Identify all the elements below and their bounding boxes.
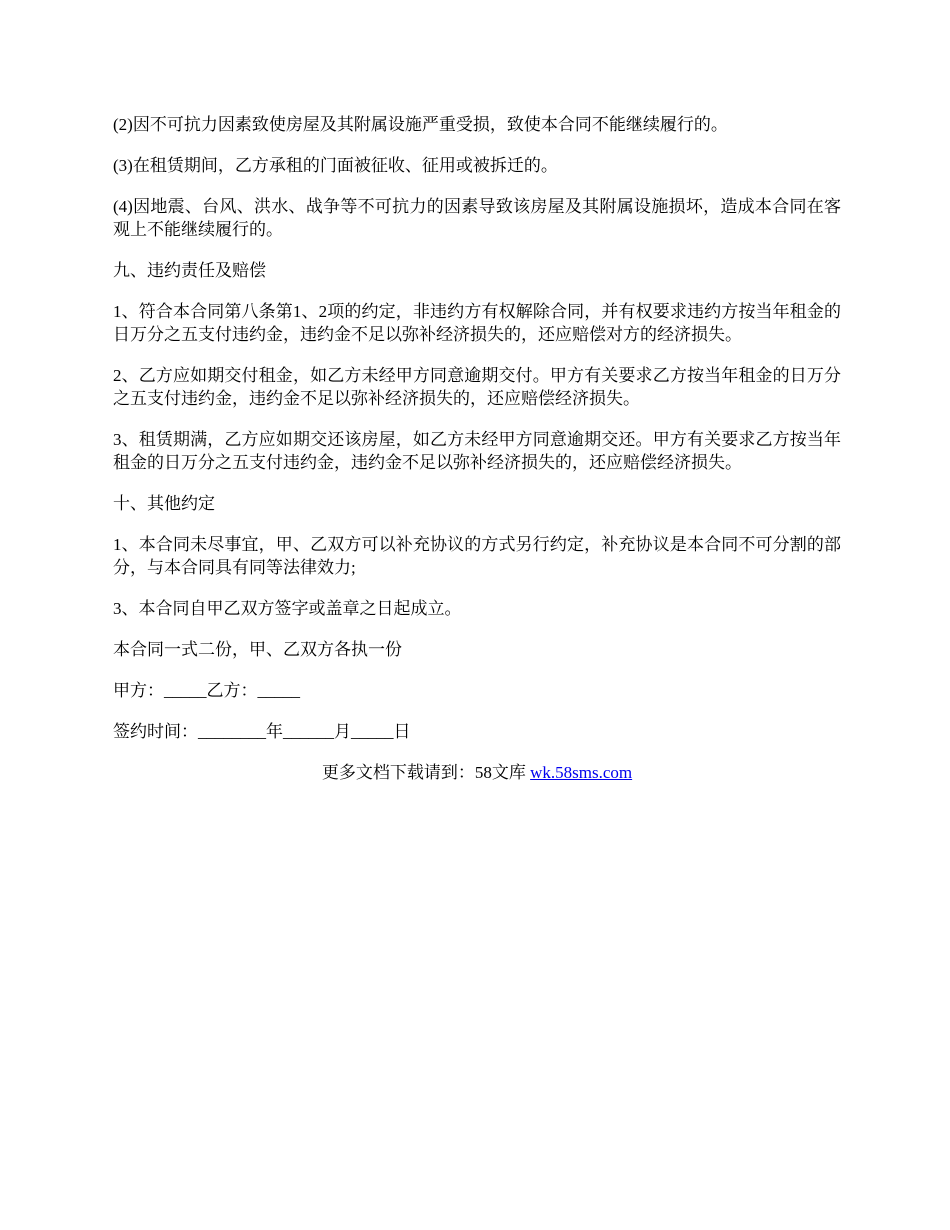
- clause-9-item-1: 1、符合本合同第八条第1、2项的约定，非违约方有权解除合同，并有权要求违约方按当年租金的日万分之五支付违约金，违约金不足以弥补经济损失的，还应赔偿对方的经济损失。: [113, 302, 841, 344]
- signature-parties: 甲方：_____乙方：_____: [113, 681, 300, 700]
- clause-8-item-3: (3)在租赁期间，乙方承租的门面被征收、征用或被拆迁的。: [113, 156, 558, 175]
- footer-text: 更多文档下载请到：58文库: [321, 763, 531, 782]
- clause-8-item-4: (4)因地震、台风、洪水、战争等不可抗力的因素导致该房屋及其附属设施损坏，造成本合同在客观上不能继续履行的。: [113, 197, 841, 239]
- clause-8-item-2: (2)因不可抗力因素致使房屋及其附属设施严重受损，致使本合同不能继续履行的。: [113, 115, 728, 134]
- clause-9-item-3: 3、租赁期满，乙方应如期交还该房屋，如乙方未经甲方同意逾期交还。甲方有关要求乙方按当年租金的日万分之五支付违约金，违约金不足以弥补经济损失的，还应赔偿经济损失。: [113, 430, 841, 472]
- footer-link[interactable]: wk.58sms.com: [530, 763, 633, 782]
- copies-statement: 本合同一式二份，甲、乙双方各执一份: [113, 640, 402, 659]
- clause-10-item-1: 1、本合同未尽事宜，甲、乙双方可以补充协议的方式另行约定，补充协议是本合同不可分割的部分，与本合同具有同等法律效力;: [113, 535, 841, 577]
- download-footer: [113, 761, 841, 784]
- section-heading-10: 十、其他约定: [113, 494, 215, 513]
- section-heading-9: 九、违约责任及赔偿: [113, 261, 266, 280]
- document-body: [113, 113, 841, 784]
- clause-9-item-2: 2、乙方应如期交付租金，如乙方未经甲方同意逾期交付。甲方有关要求乙方按当年租金的日万分之五支付违约金，违约金不足以弥补经济损失的，还应赔偿经济损失。: [113, 366, 841, 408]
- clause-10-item-3: 3、本合同自甲乙双方签字或盖章之日起成立。: [113, 599, 462, 618]
- signing-date: 签约时间：________年______月_____日: [113, 722, 411, 741]
